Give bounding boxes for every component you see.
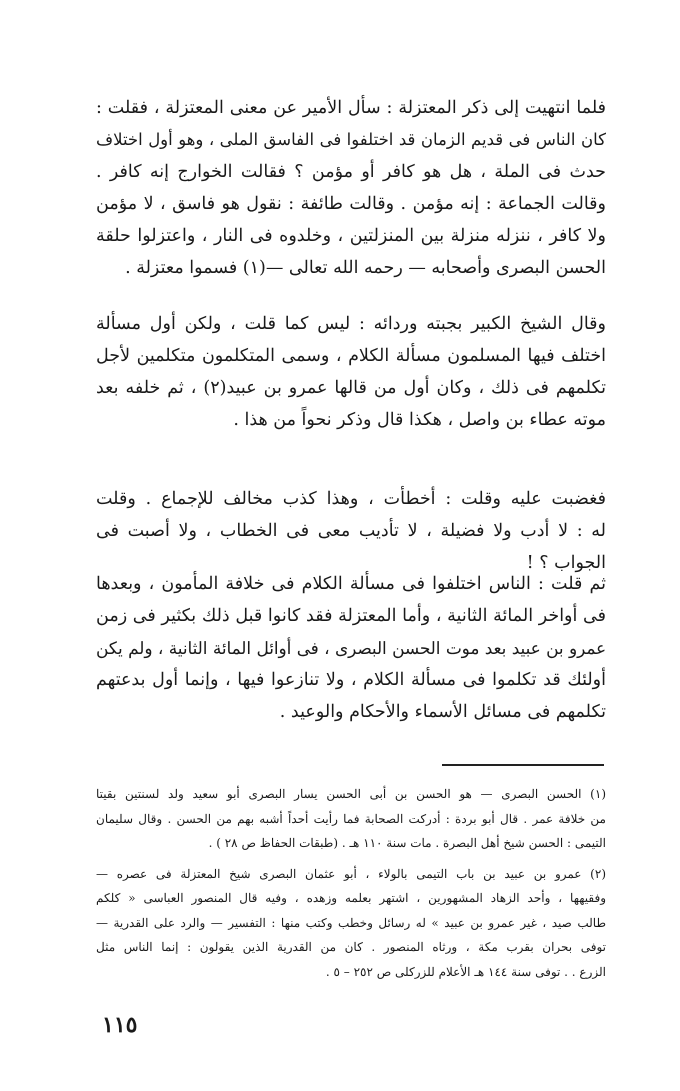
text-line: موته عطاء بن واصل ، هكذا قال وذكر نحواً من هذا . [233, 410, 606, 430]
footnote-line: الزرع . . توفى سنة ١٤٤ هـ الأعلام للزركلى ص ٢٥٢ – ٥ . [325, 964, 606, 979]
page-number: ١١٥ [102, 1012, 138, 1038]
text-line: وقالت الجماعة : إنه مؤمن . وقالت طائفة : نقول هو فاسق ، لا مؤمن [96, 194, 606, 214]
text-line: وقال الشيخ الكبير بجبته وردائه : ليس كما قلت ، ولكن أول مسألة [96, 314, 606, 334]
footnote-line: من خلافة عمر . قال أبو بردة : أدركت الصحابة فما رأيت أحداً أشبه بهم من الحسن . وقال سليمان [96, 811, 606, 826]
text-line: حدث فى الملة ، هل هو كافر أو مؤمن ؟ فقالت الخوارج إنه كافر . [96, 162, 606, 182]
text-line: أولئك قد تكلموا فى مسألة الكلام ، ولا تنازعوا فيها ، وإنما أول بدعتهم [96, 670, 606, 690]
text-line: له : لا أدب ولا فضيلة ، لا تأديب معى فى الخطاب ، ولا أصبت فى [96, 521, 606, 541]
footnote-line: وفقيهها ، وأحد الزهاد المشهورين ، اشتهر بعلمه وزهده ، وفيه قال المنصور العباسى « كلكم [96, 891, 606, 905]
text-line: فلما انتهيت إلى ذكر المعتزلة : سأل الأمير عن معنى المعتزلة ، فقلت : [96, 98, 606, 118]
paragraph-3 [96, 483, 606, 579]
footnote-1 [96, 782, 606, 856]
text-line: اختلف فيها المسلمون مسألة الكلام ، وسمى المتكلمون متكلمين لأجل [96, 346, 606, 366]
text-line: كان الناس فى قديم الزمان قد اختلفوا فى الفاسق الملى ، وهو أول اختلاف [96, 130, 606, 149]
footnote-line: (١) الحسن البصرى — هو الحسن بن أبى الحسن يسار البصرى أبو سعيد ولد لسنتين بقيتا [96, 787, 606, 801]
text-line: فى أواخر المائة الثانية ، وأما المعتزلة فقد كانوا قبل ذلك بكثير فى زمن [96, 606, 606, 626]
footnote-2 [96, 862, 606, 985]
paragraph-1 [96, 92, 606, 284]
footnote-line: التيمى : الحسن شيخ أهل البصرة . مات سنة ١١٠ هـ . (طبقات الحفاظ ص ٢٨ ) . [208, 836, 606, 850]
text-line: تكلمهم فى مسائل الأسماء والأحكام والوعيد . [279, 702, 606, 722]
footnote-line: طالب صيد ، غير عمرو بن عبيد » له رسائل وخطب وكتب منها : التفسير — والرد على القدرية — [96, 915, 606, 930]
text-line: الجواب ؟ ! [526, 553, 606, 573]
footnote-line: (٢) عمرو بن عبيد بن باب التيمى بالولاء ، أبو عثمان البصرى شيخ المعتزلة فى عصره — [96, 866, 606, 881]
text-line: ولا كافر ، ننزله منزلة بين المنزلتين ، وخلدوه فى النار ، واعتزلوا حلقة [96, 226, 606, 246]
text-line: تكلمهم فى ذلك ، وكان أول من قالها عمرو بن عبيد(٢) ، ثم خلفه بعد [96, 378, 606, 398]
footnotes [96, 782, 606, 990]
text-line: فغضبت عليه وقلت : أخطأت ، وهذا كذب مخالف للإجماع . وقلت [96, 489, 606, 509]
paragraph-4 [96, 568, 606, 728]
text-line: عمرو بن عبيد بعد موت الحسن البصرى ، فى أوائل المائة الثانية ، ولم يكن [96, 638, 606, 658]
footnote-divider [442, 764, 604, 766]
footnote-line: توفى بحران بقرب مكة ، ورثاه المنصور . كان من القدرية الذين يقولون : إنما الناس مثل [96, 940, 606, 954]
paragraph-2 [96, 308, 606, 436]
text-line: الحسن البصرى وأصحابه — رحمه الله تعالى —(١) فسموا معتزلة . [125, 258, 606, 278]
text-line: ثم قلت : الناس اختلفوا فى مسألة الكلام فى خلافة المأمون ، وبعدها [96, 574, 606, 594]
